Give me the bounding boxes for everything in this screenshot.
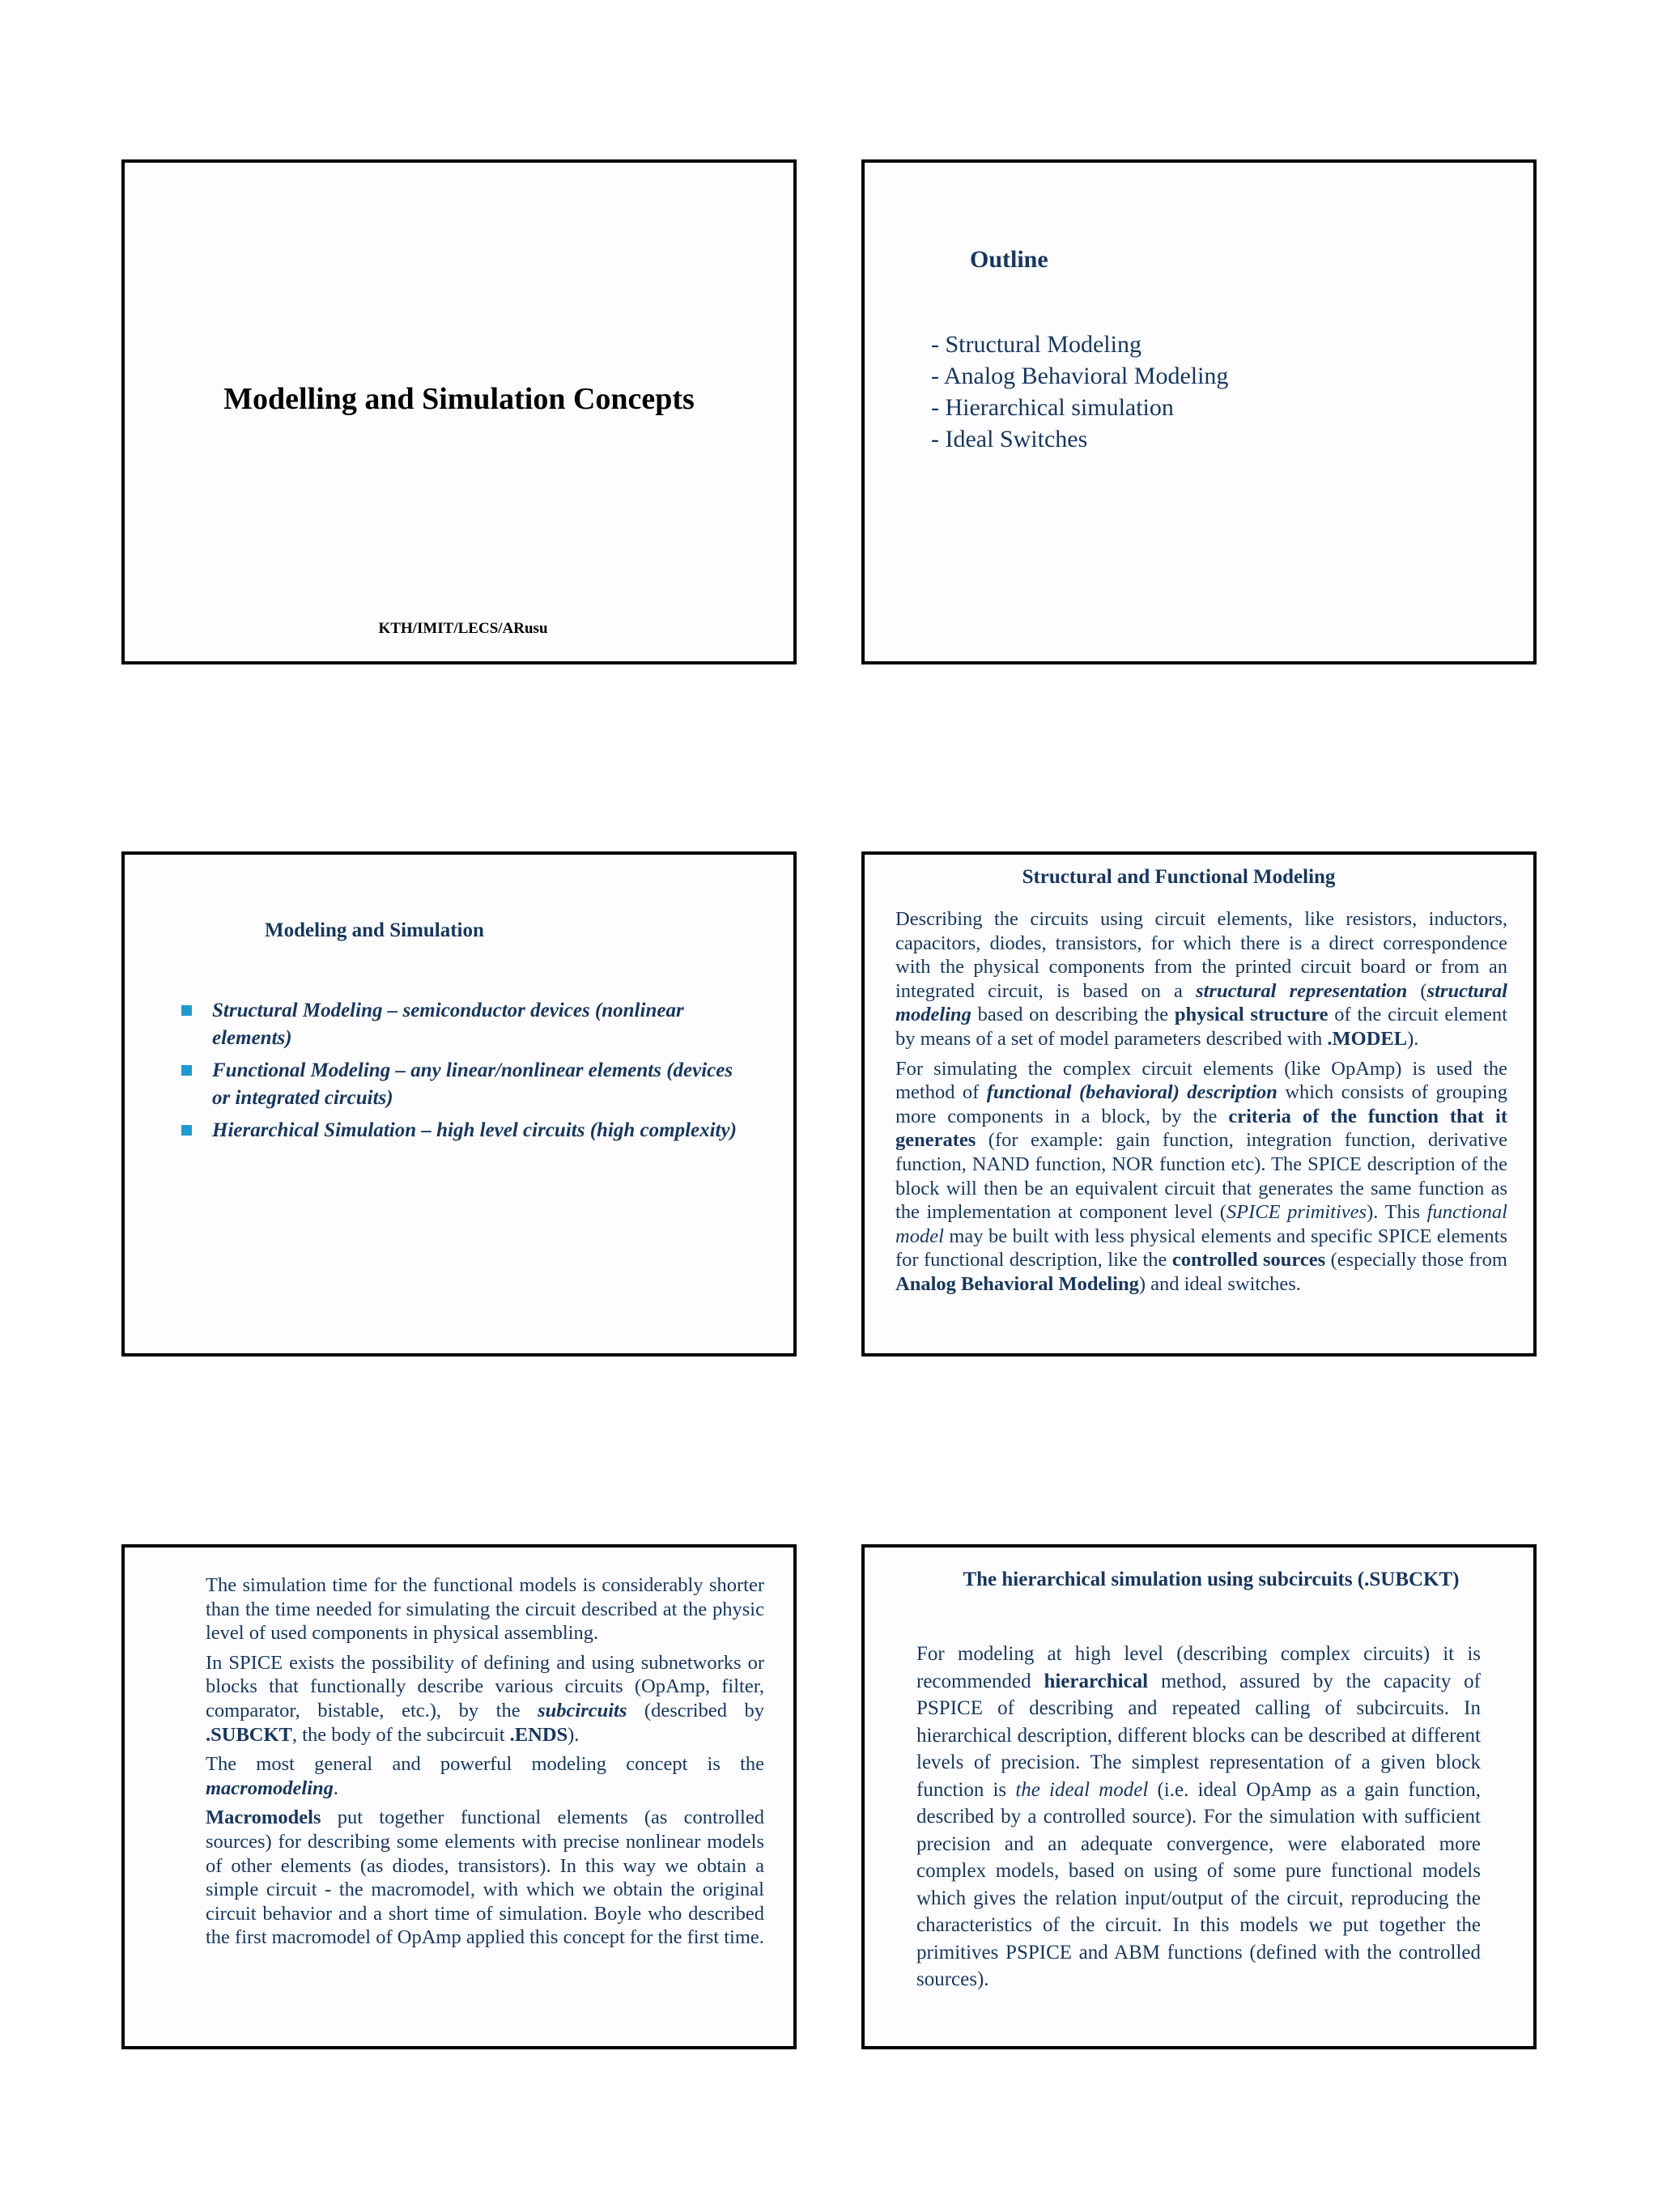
slide-modeling-simulation [121, 851, 797, 1356]
slide-macromodeling [121, 1544, 797, 2049]
paragraph: For modeling at high level (describing complex circuits) it is recommended hierarchical method, assured by the capacity of PSPICE of describing and repeated calling of subcircuits. In hierarchical description, different blocks can be described at different levels of precision. The simplest representation of a given block function is the ideal model (i.e. ideal OpAmp as a gain function, described by a controlled source). For the simulation with sufficient precision and an adequate convergence, were elaborated more complex models, based on using of some pure functional models which gives the relation input/output of the circuit, reproducing the characteristics of the circuit. In this models we put together the primitives PSPICE and ABM functions (defined with the controlled sources). [916, 1643, 1481, 1990]
slide-outline [861, 159, 1537, 664]
slide-structural-functional [861, 851, 1537, 1356]
outline-title: Outline [970, 246, 1048, 273]
slide-heading: The hierarchical simulation using subcircuits (.SUBCKT) [963, 1569, 1460, 1590]
slide-body [916, 1641, 1481, 1999]
slide-body [206, 1573, 764, 1955]
outline-item: - Hierarchical simulation [931, 394, 1174, 421]
slide-body [895, 907, 1507, 1302]
slide-heading: Modeling and Simulation [265, 919, 484, 941]
square-bullet-icon [181, 1005, 192, 1016]
paragraph: In SPICE exists the possibility of defining and using subnetworks or blocks that functionally describe various circuits (OpAmp, filter, comparator, bistable, etc.), by the subcircuits (described by .SUBCKT, the body of the subcircuit .ENDS). [206, 1651, 764, 1746]
bullet-list [181, 997, 740, 1149]
paragraph: Macromodels put together functional elements (as controlled sources) for describing some elements with precise nonlinear models of other elements (as diodes, transistors). In this way we obtain a simple circuit - the macromodel, with which we obtain the original circuit behavior and a short time of simulation. Boyle who described the first macromodel of OpAmp applied this concept for the first time. [206, 1807, 764, 1949]
slide-hierarchical [861, 1544, 1537, 2049]
bullet-item: Hierarchical Simulation – high level circuits (high complexity) [181, 1117, 740, 1144]
outline-item: - Ideal Switches [931, 426, 1088, 452]
square-bullet-icon [181, 1065, 192, 1076]
bullet-item: Structural Modeling – semiconductor devices (nonlinear elements) [181, 997, 740, 1052]
paragraph: The simulation time for the functional models is considerably shorter than the time needed for simulating the circuit described at the physic level of used components in physical assembling. [206, 1574, 764, 1645]
outline-item: - Analog Behavioral Modeling [931, 363, 1229, 389]
outline-list [931, 329, 1228, 455]
presentation-title: Modelling and Simulation Concepts [223, 382, 695, 416]
slide-title [121, 159, 797, 664]
paragraph: For simulating the complex circuit elements (like OpAmp) is used the method of functional (behavioral) description which consists of grouping more components in a block, by the criteria of the function that it generates (for example: gain function, integration function, derivative function, NAND function, NOR function etc). The SPICE description of the block will then be an equivalent circuit that generates the same function as the implementation at component level (SPICE primitives). This functional model may be built with less physical elements and specific SPICE elements for functional description, like the controlled sources (especially those from Analog Behavioral Modeling) and ideal switches. [895, 1057, 1508, 1295]
author-label: KTH/IMIT/LECS/ARusu [378, 620, 548, 637]
paragraph: The most general and powerful modeling concept is the macromodeling. [206, 1753, 764, 1799]
square-bullet-icon [181, 1125, 192, 1136]
paragraph: Describing the circuits using circuit elements, like resistors, inductors, capacitors, diodes, transistors, for which there is a direct correspondence with the physical components from the printed circuit board or from an integrated circuit, is based on a structural representation (structural modeling based on describing the physical structure of the circuit element by means of a set of model parameters described with .MODEL). [895, 908, 1507, 1050]
outline-item: - Structural Modeling [931, 331, 1141, 358]
slide-heading: Structural and Functional Modeling [1022, 866, 1336, 888]
bullet-item: Functional Modeling – any linear/nonlinear elements (devices or integrated circuits) [181, 1057, 740, 1112]
